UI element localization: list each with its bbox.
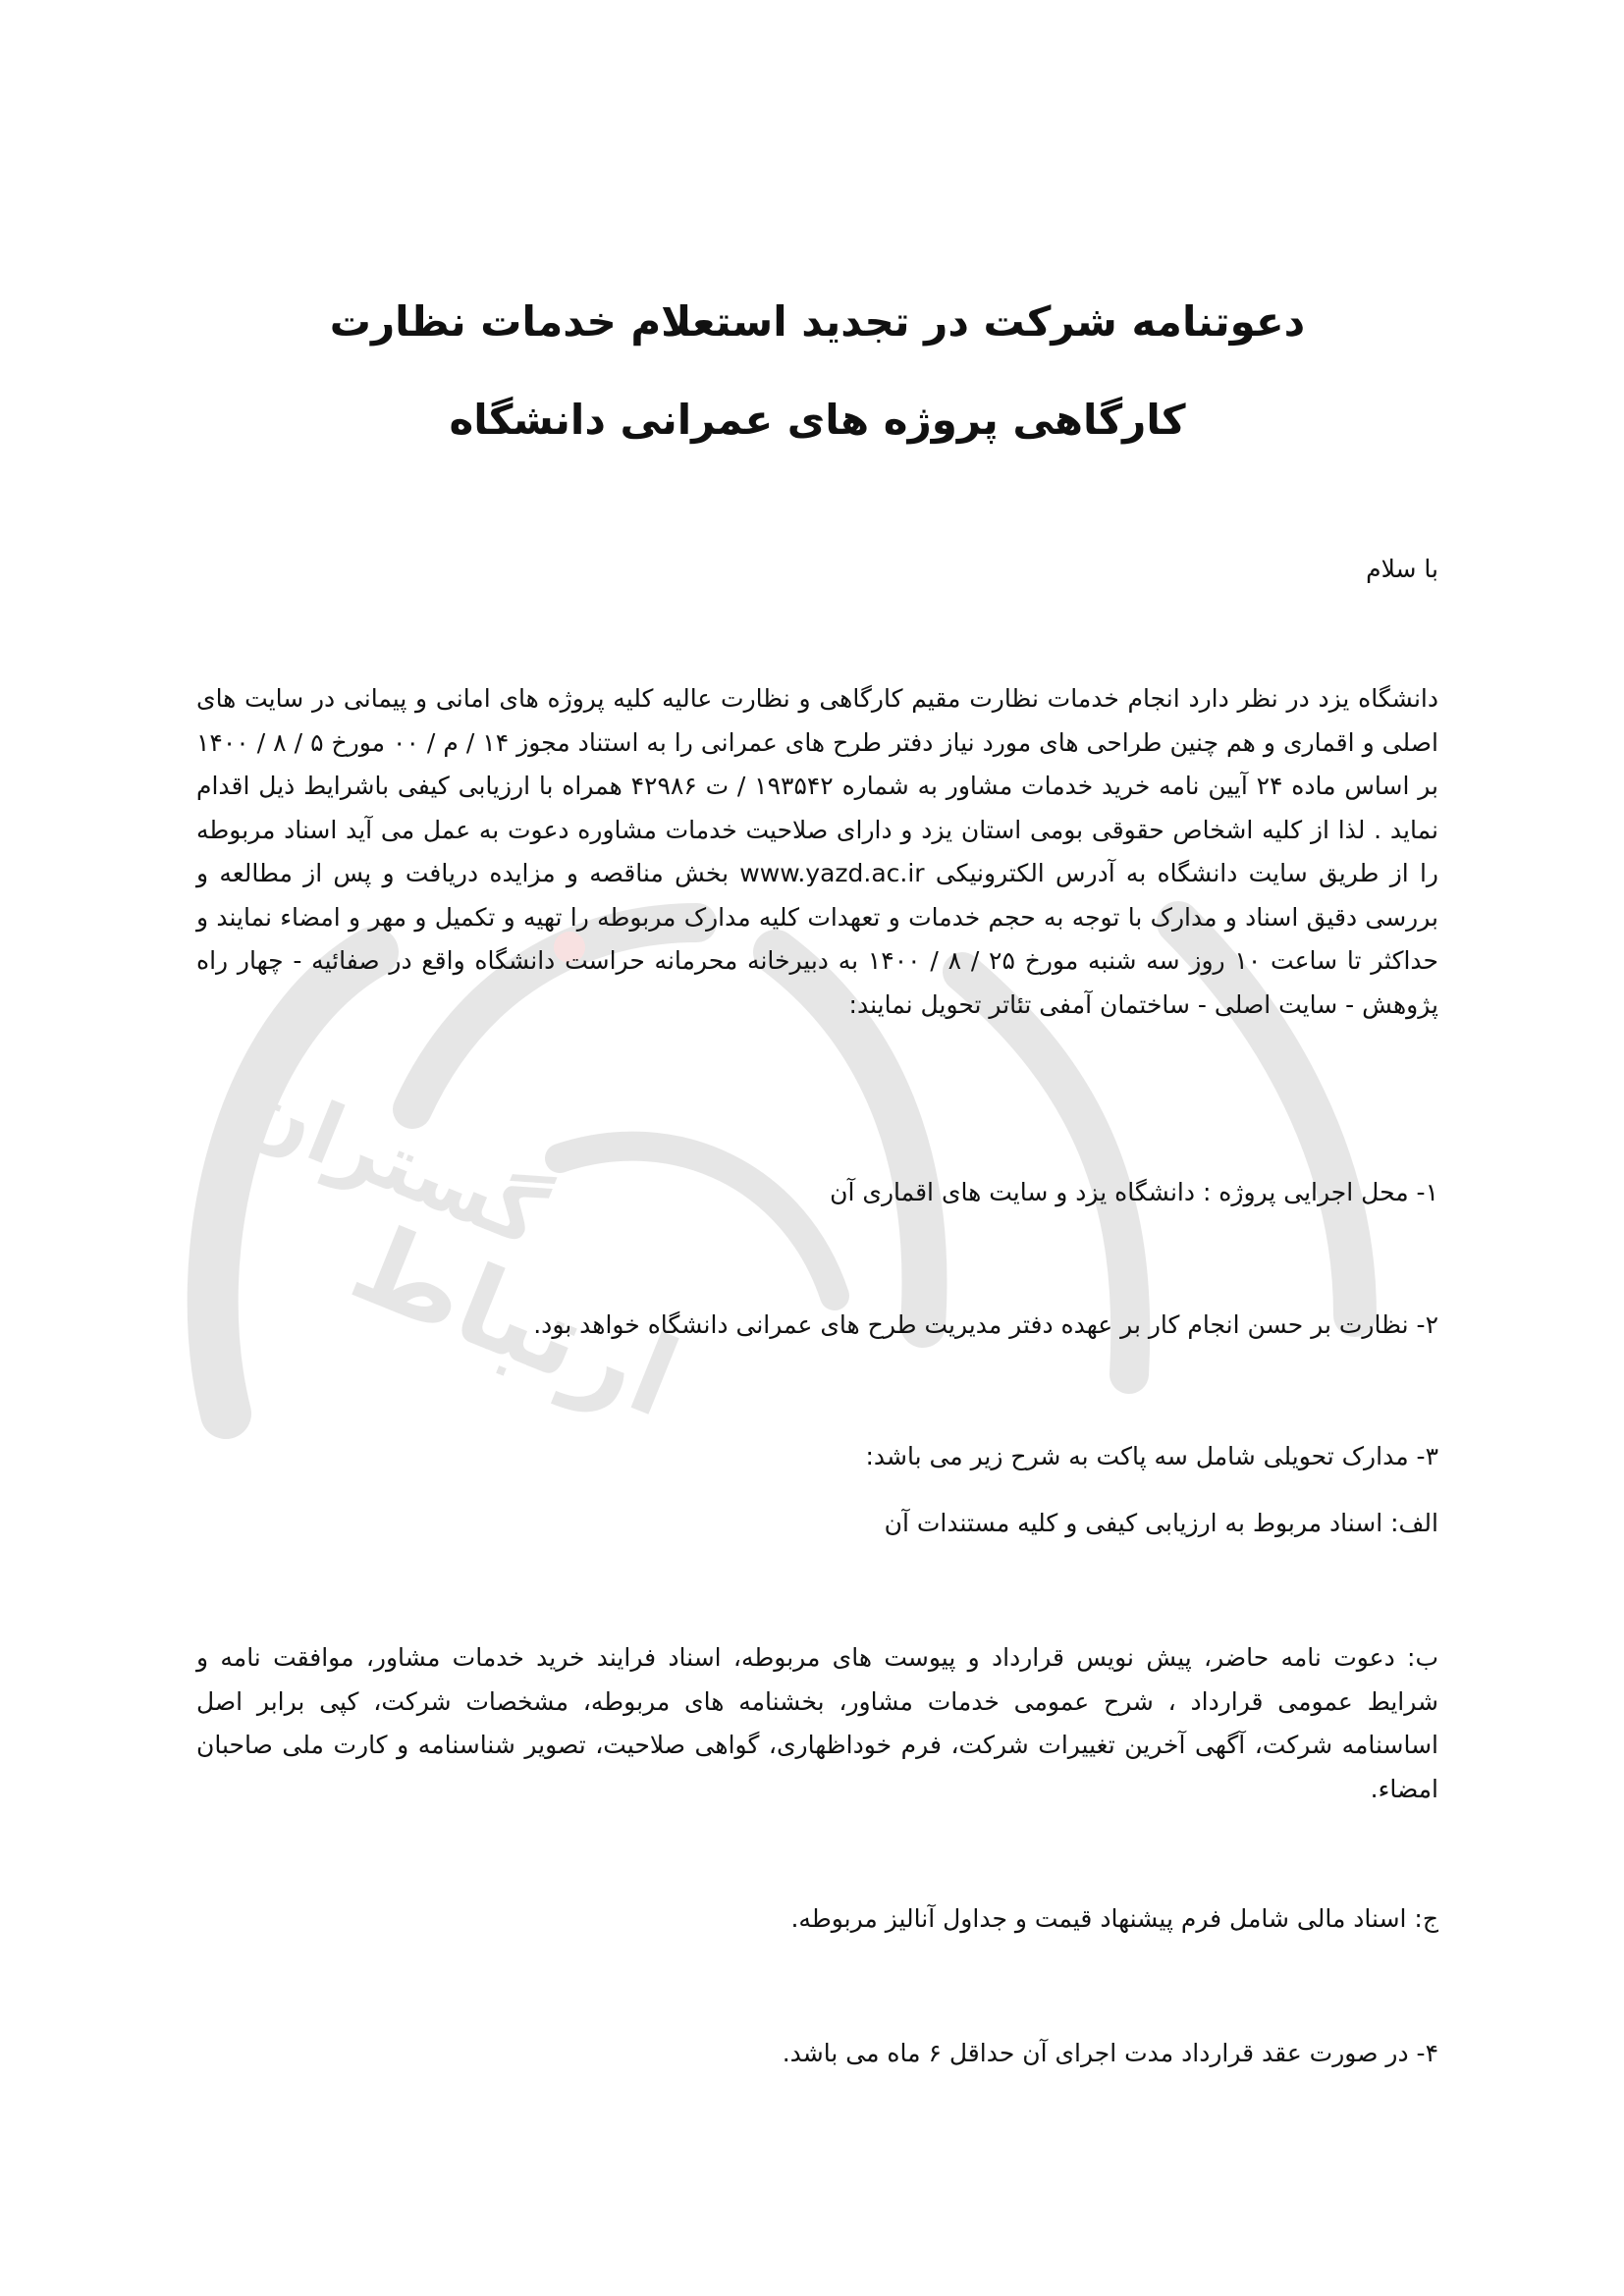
- item-3-a: الف: اسناد مربوط به ارزیابی کیفی و کلیه مستندات آن: [884, 1509, 1438, 1537]
- title-line-1: دعوتنامه شرکت در تجدید استعلام خدمات نظارت: [329, 297, 1306, 346]
- title-line-2: کارگاهی پروژه های عمرانی دانشگاه: [449, 396, 1186, 444]
- item-4: ۴- در صورت عقد قرارداد مدت اجرای آن حداقل ۶ ماه می باشد.: [782, 2039, 1438, 2067]
- item-3-c: ج: اسناد مالی شامل فرم پیشنهاد قیمت و جداول آنالیز مربوطه.: [790, 1904, 1438, 1933]
- item-2: ۲- نظارت بر حسن انجام کار بر عهده دفتر مدیریت طرح های عمرانی دانشگاه خواهد بود.: [533, 1310, 1438, 1339]
- watermark-text-2: گستران: [229, 1057, 559, 1265]
- website-link[interactable]: www.yazd.ac.ir: [739, 859, 925, 887]
- document-page: [196, 0, 1438, 2296]
- watermark-text-1: ارتباط: [335, 1199, 695, 1442]
- item-1: ۱- محل اجرایی پروژه : دانشگاه یزد و سایت های اقماری آن: [830, 1178, 1438, 1206]
- greeting: با سلام: [1366, 555, 1438, 583]
- item-3-b: ب: دعوت نامه حاضر، پیش نویس قرارداد و پیوست های مربوطه، اسناد فرایند خرید خدمات مشاور، موافقت نامه و شرایط عمومی قرارداد ، شرح عمومی خدمات مشاور، بخشنامه های مربوطه، مشخصات شرکت، کپی برابر اصل اساسنامه شرکت، آگهی آخرین تغییرات شرکت، فرم خوداظهاری، گواهی صلاحیت، تصویر شناسنامه و کارت ملی صاحبان امضاء.: [196, 1643, 1438, 1803]
- intro-text-1: دانشگاه یزد در نظر دارد انجام خدمات نظارت مقیم کارگاهی و نظارت عالیه کلیه پروژه های امانی و پیمانی در سایت های اصلی و اقماری و هم چنین طراحی های مورد نیاز دفتر طرح های عمرانی را به استناد مجوز ۱۴ / م / ۰۰ مورخ ۵ / ۸ / ۱۴۰۰ بر اساس ماده ۲۴ آیین نامه خرید خدمات مشاور به شماره ۱۹۳۵۴۲ / ت ۴۲۹۸۶ همراه با ارزیابی کیفی باشرایط ذیل اقدام نماید . لذا از کلیه اشخاص حقوقی بومی استان یزد و دارای صلاحیت خدمات مشاوره دعوت به عمل می آید اسناد مربوطه را از طریق سایت دانشگاه به آدرس الکترونیکی: [196, 684, 1438, 887]
- intro-paragraph: [196, 677, 1438, 1027]
- item-3: ۳- مدارک تحویلی شامل سه پاکت به شرح زیر می باشد:: [865, 1442, 1438, 1470]
- intro-text-2: بخش مناقصه و مزایده دریافت و پس از مطالعه و بررسی دقیق اسناد و مدارک با توجه به حجم خدمات و تعهدات کلیه مدارک مربوطه را تهیه و تکمیل و مهر و امضاء نمایند و حداکثر تا ساعت ۱۰ روز سه شنبه مورخ ۲۵ / ۸ / ۱۴۰۰ به دبیرخانه محرمانه حراست دانشگاه واقع در صفائیه - چهار راه پژوهش - سایت اصلی - ساختمان آمفی تئاتر تحویل نمایند:: [196, 859, 1438, 1019]
